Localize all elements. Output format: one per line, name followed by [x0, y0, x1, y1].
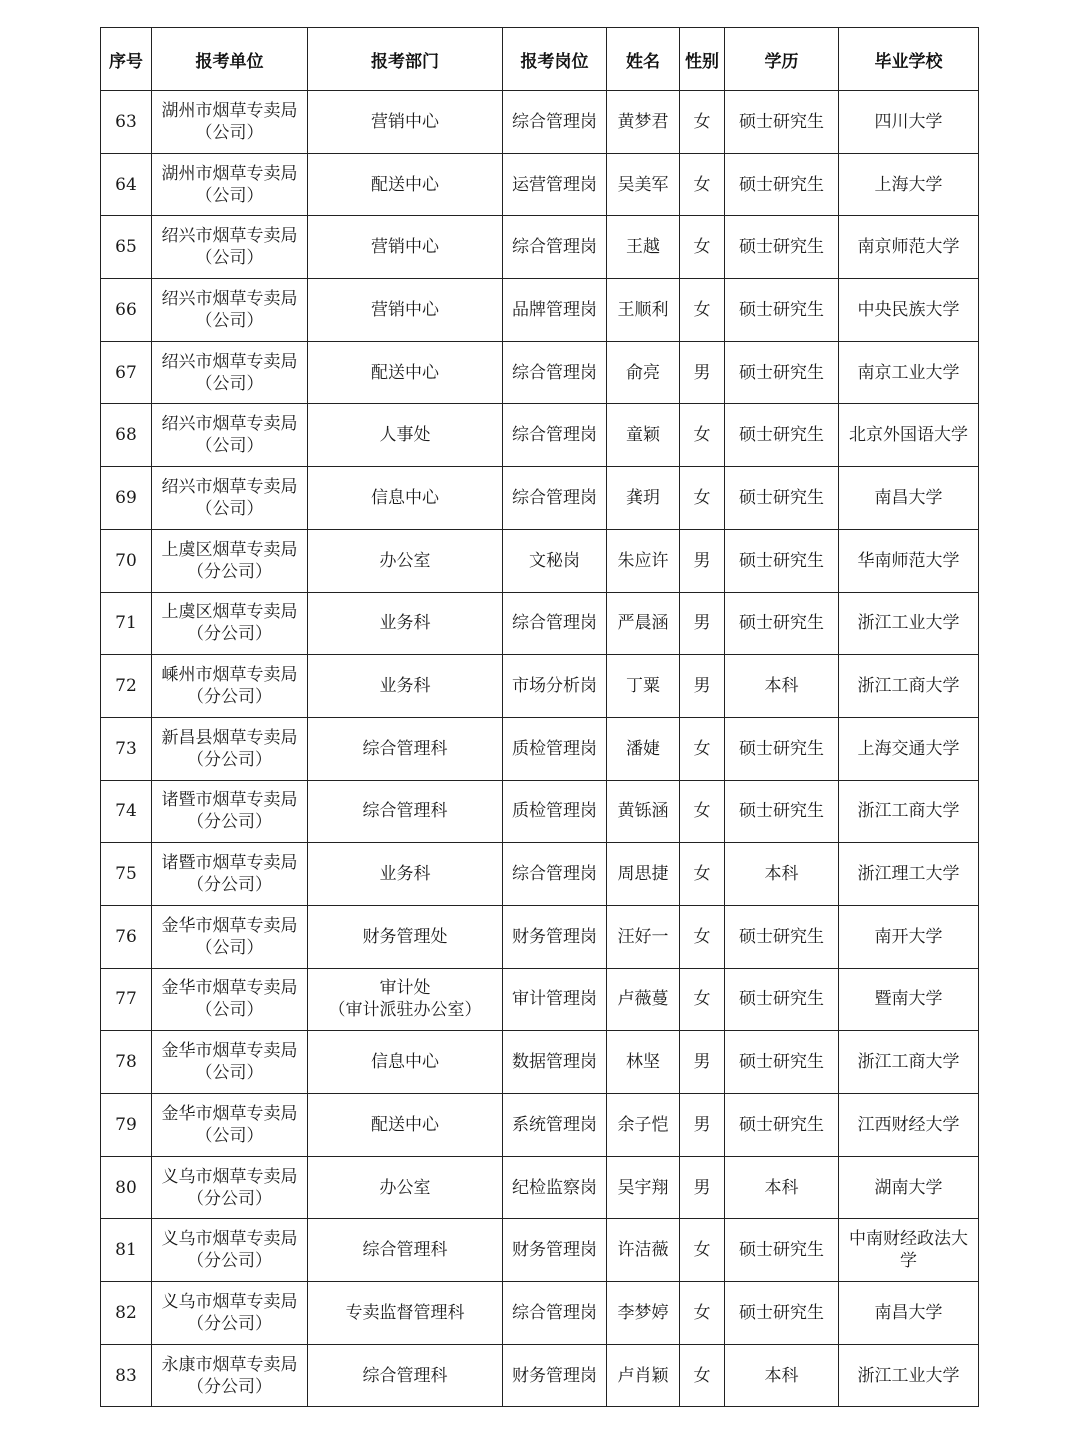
cell-seq: 83 — [101, 1344, 152, 1407]
cell-name: 黄铄涵 — [607, 780, 680, 843]
cell-education: 硕士研究生 — [725, 905, 839, 968]
cell-seq: 66 — [101, 279, 152, 342]
cell-education: 硕士研究生 — [725, 404, 839, 467]
cell-name: 卢薇蔓 — [607, 968, 680, 1031]
cell-school: 浙江工商大学 — [839, 1031, 979, 1094]
cell-name: 林坚 — [607, 1031, 680, 1094]
cell-school: 南开大学 — [839, 905, 979, 968]
cell-department: 信息中心 — [308, 467, 503, 530]
cell-education: 硕士研究生 — [725, 91, 839, 154]
table-row — [101, 1219, 979, 1282]
cell-gender: 男 — [680, 1094, 725, 1157]
cell-seq: 65 — [101, 216, 152, 279]
cell-seq: 74 — [101, 780, 152, 843]
cell-name: 俞亮 — [607, 341, 680, 404]
table-row — [101, 341, 979, 404]
cell-department: 业务科 — [308, 843, 503, 906]
cell-position: 综合管理岗 — [503, 91, 607, 154]
cell-seq: 71 — [101, 592, 152, 655]
cell-education: 本科 — [725, 655, 839, 718]
cell-name: 王越 — [607, 216, 680, 279]
cell-department: 业务科 — [308, 655, 503, 718]
cell-department: 办公室 — [308, 529, 503, 592]
cell-seq: 70 — [101, 529, 152, 592]
cell-unit: 义乌市烟草专卖局 （分公司） — [152, 1282, 308, 1345]
cell-position: 品牌管理岗 — [503, 279, 607, 342]
cell-unit: 上虞区烟草专卖局 （分公司） — [152, 529, 308, 592]
table-row — [101, 905, 979, 968]
cell-education: 硕士研究生 — [725, 1282, 839, 1345]
cell-school: 上海大学 — [839, 153, 979, 216]
candidate-table — [100, 27, 979, 1407]
cell-name: 吴宇翔 — [607, 1156, 680, 1219]
cell-unit: 绍兴市烟草专卖局 （公司） — [152, 467, 308, 530]
cell-unit: 绍兴市烟草专卖局 （公司） — [152, 216, 308, 279]
cell-department: 营销中心 — [308, 91, 503, 154]
cell-position: 综合管理岗 — [503, 467, 607, 530]
cell-seq: 69 — [101, 467, 152, 530]
cell-department: 综合管理科 — [308, 1344, 503, 1407]
cell-position: 系统管理岗 — [503, 1094, 607, 1157]
cell-education: 硕士研究生 — [725, 717, 839, 780]
cell-seq: 64 — [101, 153, 152, 216]
cell-school: 江西财经大学 — [839, 1094, 979, 1157]
cell-position: 财务管理岗 — [503, 1344, 607, 1407]
table-row — [101, 529, 979, 592]
cell-seq: 63 — [101, 91, 152, 154]
cell-education: 硕士研究生 — [725, 341, 839, 404]
cell-gender: 男 — [680, 592, 725, 655]
table-row — [101, 655, 979, 718]
cell-school: 中央民族大学 — [839, 279, 979, 342]
cell-school: 浙江工业大学 — [839, 1344, 979, 1407]
cell-position: 综合管理岗 — [503, 341, 607, 404]
cell-unit: 义乌市烟草专卖局 （分公司） — [152, 1219, 308, 1282]
cell-position: 综合管理岗 — [503, 1282, 607, 1345]
cell-position: 审计管理岗 — [503, 968, 607, 1031]
cell-gender: 男 — [680, 1031, 725, 1094]
table-row — [101, 216, 979, 279]
cell-position: 运营管理岗 — [503, 153, 607, 216]
cell-school: 浙江工商大学 — [839, 780, 979, 843]
header-position: 报考岗位 — [503, 28, 607, 91]
cell-unit: 绍兴市烟草专卖局 （公司） — [152, 404, 308, 467]
cell-name: 卢肖颖 — [607, 1344, 680, 1407]
table-row — [101, 1282, 979, 1345]
table-row — [101, 153, 979, 216]
cell-school: 浙江理工大学 — [839, 843, 979, 906]
cell-school: 南京工业大学 — [839, 341, 979, 404]
cell-department: 专卖监督管理科 — [308, 1282, 503, 1345]
cell-gender: 男 — [680, 1156, 725, 1219]
table-body — [101, 91, 979, 1407]
cell-unit: 义乌市烟草专卖局 （分公司） — [152, 1156, 308, 1219]
cell-department: 营销中心 — [308, 216, 503, 279]
cell-name: 童颖 — [607, 404, 680, 467]
cell-department: 营销中心 — [308, 279, 503, 342]
cell-seq: 76 — [101, 905, 152, 968]
table-header-row — [101, 28, 979, 91]
table-row — [101, 843, 979, 906]
cell-school: 南昌大学 — [839, 1282, 979, 1345]
cell-school: 南昌大学 — [839, 467, 979, 530]
header-school: 毕业学校 — [839, 28, 979, 91]
cell-name: 朱应许 — [607, 529, 680, 592]
table-row — [101, 91, 979, 154]
cell-education: 硕士研究生 — [725, 279, 839, 342]
cell-name: 汪好一 — [607, 905, 680, 968]
cell-gender: 女 — [680, 153, 725, 216]
table-row — [101, 1344, 979, 1407]
cell-education: 本科 — [725, 1156, 839, 1219]
cell-gender: 女 — [680, 91, 725, 154]
cell-gender: 女 — [680, 1219, 725, 1282]
cell-unit: 金华市烟草专卖局 （公司） — [152, 1031, 308, 1094]
cell-name: 王顺利 — [607, 279, 680, 342]
table-row — [101, 1094, 979, 1157]
cell-school: 中南财经政法大 学 — [839, 1219, 979, 1282]
table-row — [101, 780, 979, 843]
cell-department: 业务科 — [308, 592, 503, 655]
table-row — [101, 717, 979, 780]
cell-department: 配送中心 — [308, 1094, 503, 1157]
cell-name: 周思捷 — [607, 843, 680, 906]
table-row — [101, 279, 979, 342]
cell-unit: 诸暨市烟草专卖局 （分公司） — [152, 780, 308, 843]
cell-position: 综合管理岗 — [503, 216, 607, 279]
header-unit: 报考单位 — [152, 28, 308, 91]
cell-school: 浙江工商大学 — [839, 655, 979, 718]
cell-unit: 绍兴市烟草专卖局 （公司） — [152, 279, 308, 342]
cell-gender: 女 — [680, 968, 725, 1031]
cell-position: 纪检监察岗 — [503, 1156, 607, 1219]
cell-seq: 77 — [101, 968, 152, 1031]
cell-position: 综合管理岗 — [503, 843, 607, 906]
cell-name: 黄梦君 — [607, 91, 680, 154]
cell-gender: 女 — [680, 1344, 725, 1407]
cell-education: 硕士研究生 — [725, 467, 839, 530]
cell-seq: 72 — [101, 655, 152, 718]
cell-education: 硕士研究生 — [725, 153, 839, 216]
cell-school: 暨南大学 — [839, 968, 979, 1031]
cell-name: 严晨涵 — [607, 592, 680, 655]
cell-education: 硕士研究生 — [725, 592, 839, 655]
header-name: 姓名 — [607, 28, 680, 91]
cell-gender: 女 — [680, 717, 725, 780]
cell-unit: 诸暨市烟草专卖局 （分公司） — [152, 843, 308, 906]
cell-gender: 男 — [680, 655, 725, 718]
cell-department: 审计处 （审计派驻办公室） — [308, 968, 503, 1031]
cell-seq: 67 — [101, 341, 152, 404]
header-department: 报考部门 — [308, 28, 503, 91]
cell-name: 余子恺 — [607, 1094, 680, 1157]
cell-department: 信息中心 — [308, 1031, 503, 1094]
cell-seq: 73 — [101, 717, 152, 780]
table-row — [101, 1031, 979, 1094]
cell-school: 上海交通大学 — [839, 717, 979, 780]
cell-unit: 上虞区烟草专卖局 （分公司） — [152, 592, 308, 655]
cell-education: 硕士研究生 — [725, 968, 839, 1031]
cell-seq: 75 — [101, 843, 152, 906]
cell-department: 财务管理处 — [308, 905, 503, 968]
cell-department: 配送中心 — [308, 341, 503, 404]
cell-name: 丁粟 — [607, 655, 680, 718]
cell-gender: 女 — [680, 216, 725, 279]
cell-name: 许洁薇 — [607, 1219, 680, 1282]
cell-position: 数据管理岗 — [503, 1031, 607, 1094]
cell-seq: 78 — [101, 1031, 152, 1094]
cell-department: 综合管理科 — [308, 780, 503, 843]
cell-department: 配送中心 — [308, 153, 503, 216]
cell-education: 硕士研究生 — [725, 780, 839, 843]
table-row — [101, 404, 979, 467]
cell-position: 市场分析岗 — [503, 655, 607, 718]
cell-position: 综合管理岗 — [503, 404, 607, 467]
cell-seq: 82 — [101, 1282, 152, 1345]
cell-education: 硕士研究生 — [725, 1219, 839, 1282]
table-row — [101, 592, 979, 655]
cell-gender: 女 — [680, 467, 725, 530]
cell-gender: 女 — [680, 905, 725, 968]
cell-name: 龚玥 — [607, 467, 680, 530]
cell-seq: 79 — [101, 1094, 152, 1157]
cell-education: 硕士研究生 — [725, 529, 839, 592]
cell-gender: 女 — [680, 843, 725, 906]
cell-school: 湖南大学 — [839, 1156, 979, 1219]
cell-department: 综合管理科 — [308, 1219, 503, 1282]
cell-unit: 永康市烟草专卖局 （分公司） — [152, 1344, 308, 1407]
cell-department: 人事处 — [308, 404, 503, 467]
table-row — [101, 467, 979, 530]
header-gender: 性别 — [680, 28, 725, 91]
cell-position: 财务管理岗 — [503, 905, 607, 968]
cell-school: 北京外国语大学 — [839, 404, 979, 467]
cell-unit: 金华市烟草专卖局 （公司） — [152, 968, 308, 1031]
candidate-list-sheet — [100, 27, 978, 1407]
cell-unit: 嵊州市烟草专卖局 （分公司） — [152, 655, 308, 718]
cell-school: 华南师范大学 — [839, 529, 979, 592]
header-education: 学历 — [725, 28, 839, 91]
cell-gender: 男 — [680, 341, 725, 404]
cell-gender: 男 — [680, 529, 725, 592]
table-row — [101, 968, 979, 1031]
cell-gender: 女 — [680, 1282, 725, 1345]
cell-unit: 金华市烟草专卖局 （公司） — [152, 1094, 308, 1157]
cell-unit: 新昌县烟草专卖局 （分公司） — [152, 717, 308, 780]
cell-school: 四川大学 — [839, 91, 979, 154]
cell-unit: 湖州市烟草专卖局 （公司） — [152, 153, 308, 216]
cell-department: 办公室 — [308, 1156, 503, 1219]
cell-gender: 女 — [680, 780, 725, 843]
cell-seq: 80 — [101, 1156, 152, 1219]
cell-position: 文秘岗 — [503, 529, 607, 592]
cell-position: 质检管理岗 — [503, 717, 607, 780]
cell-seq: 68 — [101, 404, 152, 467]
cell-education: 硕士研究生 — [725, 216, 839, 279]
cell-education: 硕士研究生 — [725, 1094, 839, 1157]
header-seq: 序号 — [101, 28, 152, 91]
cell-unit: 湖州市烟草专卖局 （公司） — [152, 91, 308, 154]
cell-education: 硕士研究生 — [725, 1031, 839, 1094]
cell-position: 财务管理岗 — [503, 1219, 607, 1282]
cell-school: 南京师范大学 — [839, 216, 979, 279]
cell-gender: 女 — [680, 279, 725, 342]
cell-name: 李梦婷 — [607, 1282, 680, 1345]
cell-school: 浙江工业大学 — [839, 592, 979, 655]
cell-education: 本科 — [725, 1344, 839, 1407]
cell-department: 综合管理科 — [308, 717, 503, 780]
cell-position: 综合管理岗 — [503, 592, 607, 655]
cell-name: 潘婕 — [607, 717, 680, 780]
cell-education: 本科 — [725, 843, 839, 906]
cell-seq: 81 — [101, 1219, 152, 1282]
cell-unit: 金华市烟草专卖局 （公司） — [152, 905, 308, 968]
cell-name: 吴美军 — [607, 153, 680, 216]
table-row — [101, 1156, 979, 1219]
cell-position: 质检管理岗 — [503, 780, 607, 843]
cell-gender: 女 — [680, 404, 725, 467]
cell-unit: 绍兴市烟草专卖局 （公司） — [152, 341, 308, 404]
